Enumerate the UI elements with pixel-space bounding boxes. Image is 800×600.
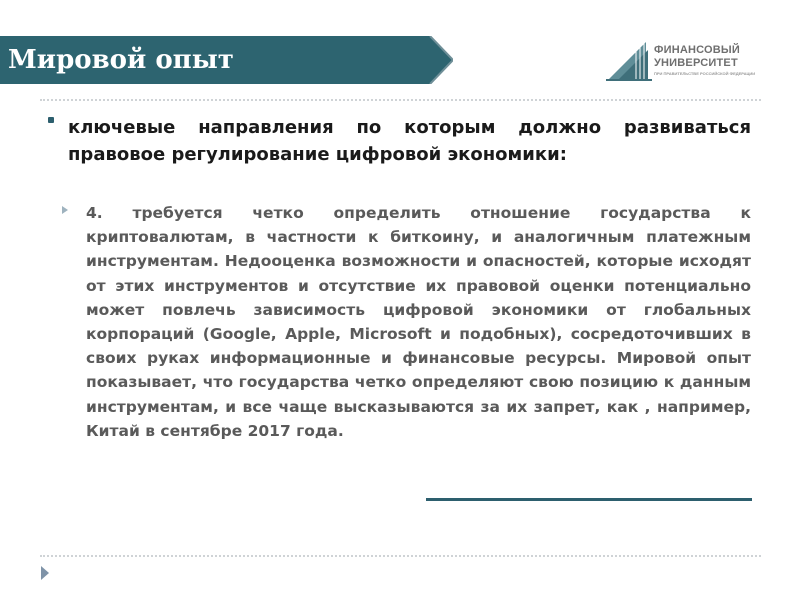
page-title: Мировой опыт xyxy=(8,45,234,75)
title-banner xyxy=(0,36,453,84)
university-logo-mark-icon xyxy=(606,34,652,82)
bullet-level2-text: 4. требуется четко определить отношение государства к криптовалютам, в частности к биткоину, и аналогичным платежным инструментам. Недооценка возможности и опасностей, которые исходят от этих инструментов и отсутствие их правовой оценки потенциально может повлечь зависимость цифровой экономики от глобальных корпораций (Google, Apple, Microsoft и подобных), сосредоточивших в своих руках информационные и финансовые ресурсы. Мировой опыт показывает, что государства четко определяют свою позицию к данным инструментам, и все чаще высказываются за их запрет, как , например, Китай в сентябре 2017 года. xyxy=(86,204,751,440)
top-divider xyxy=(40,99,761,101)
logo-text-line-2: УНИВЕРСИТЕТ xyxy=(654,57,738,69)
university-logo xyxy=(606,34,756,82)
logo-text-line-1: ФИНАНСОВЫЙ xyxy=(654,44,740,56)
text-underline-accent xyxy=(426,498,752,501)
bullet-triangle-icon xyxy=(62,206,68,214)
logo-text-line-3: ПРИ ПРАВИТЕЛЬСТВЕ РОССИЙСКОЙ ФЕДЕРАЦИИ xyxy=(654,71,756,76)
bottom-divider xyxy=(40,555,761,557)
bullet-level1-text: ключевые направления по которым должно развиваться правовое регулирование цифровой экономики: xyxy=(68,117,751,165)
triangle-right-icon[interactable] xyxy=(40,565,50,581)
bullet-square-icon xyxy=(48,117,54,123)
